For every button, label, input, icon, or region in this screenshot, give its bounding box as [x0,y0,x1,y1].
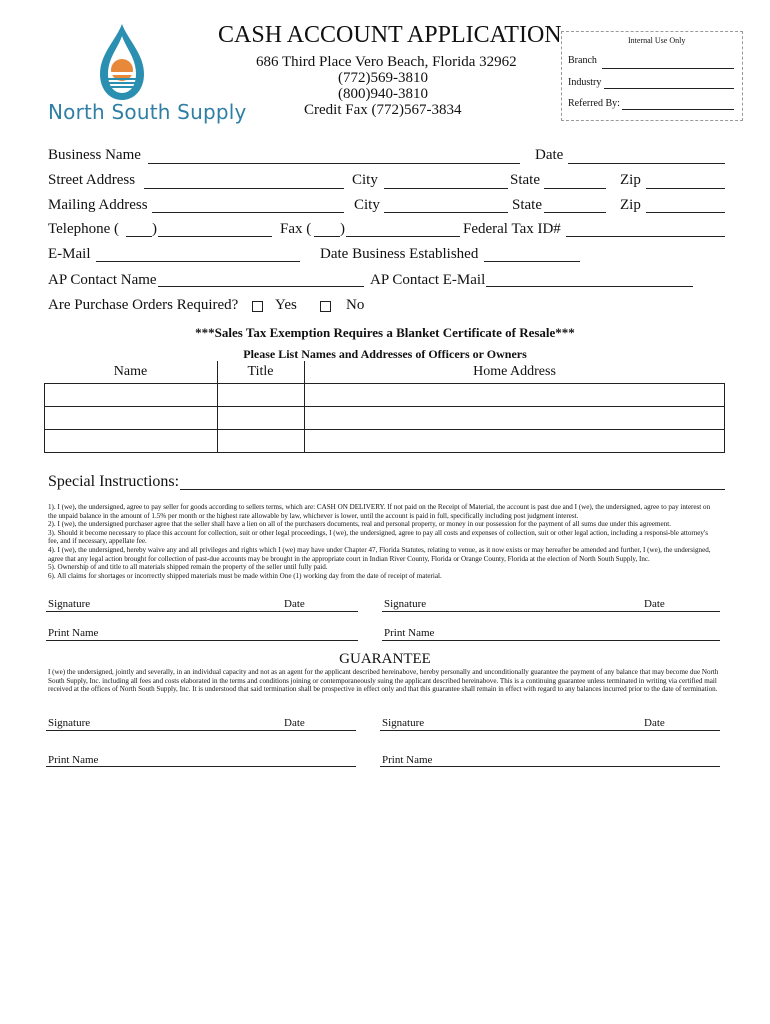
sales-tax-notice: ***Sales Tax Exemption Requires a Blanket Certificate of Resale*** [195,325,575,340]
business-name-label: Business Name [48,147,141,163]
fax-close-paren: ) [340,221,345,237]
city-label: City [352,172,378,188]
credit-fax: Credit Fax (772)567-3834 [304,102,462,118]
telephone-close-paren: ) [152,221,157,237]
mailing-zip-field[interactable] [646,212,725,213]
address-cell[interactable] [304,384,725,407]
purchase-orders-label: Are Purchase Orders Required? [48,297,239,313]
terms-and-conditions [48,503,720,580]
state-label: State [510,172,540,188]
internal-use-title: Internal Use Only [628,36,686,45]
column-header-name: Name [45,361,218,384]
print-name-field[interactable] [46,640,358,641]
business-name-field[interactable] [148,163,520,164]
officers-table [44,361,725,453]
signature-label: Signature [48,598,91,610]
date-label: Date [535,147,564,163]
telephone-field[interactable] [158,236,272,237]
guarantee-print-name-field[interactable] [380,766,720,767]
branch-field[interactable] [602,68,734,69]
date-established-label: Date Business Established [320,246,479,262]
referred-by-label: Referred By: [568,98,620,109]
name-cell[interactable] [45,407,218,430]
mailing-city-label: City [354,197,380,213]
term-item: 6). All claims for shortages or incorrectly shipped materials must be made within One (1) working day from the date of receipt of material. [48,571,442,580]
column-header-home-address: Home Address [304,361,725,384]
signature-date-label: Date [644,598,665,610]
telephone-area-field[interactable] [126,236,152,237]
guarantee-signature-label: Signature [382,717,425,729]
guarantee-print-name-label: Print Name [48,754,99,766]
telephone-label: Telephone ( [48,221,120,237]
title-cell[interactable] [217,407,304,430]
table-row [45,407,725,430]
term-item: 4). I (we), the undersigned, hereby waive any and all privileges and rights which I (we) may have under Chapter 47, Florida Statutes, relating to venue, as it now exists or may hereafter be amended and further, I (we), the undersigned, agree that any legal action brought for collection of past-due accounts may be brought in the appropriate court in Indian River County, Florida or Orange County, Florida at the election of North South Supply, Inc. [48,545,711,563]
street-address-field[interactable] [144,188,344,189]
no-checkbox[interactable] [320,301,331,312]
print-name-field[interactable] [382,640,720,641]
guarantee-signature-field[interactable] [46,730,356,731]
name-cell[interactable] [45,384,218,407]
ap-contact-name-label: AP Contact Name [48,272,157,288]
zip-label: Zip [620,172,641,188]
mailing-address-field[interactable] [152,212,344,213]
date-field[interactable] [568,163,725,164]
guarantee-date-label: Date [644,717,665,729]
officers-heading: Please List Names and Addresses of Officers or Owners [243,347,527,361]
city-field[interactable] [384,188,508,189]
industry-field[interactable] [604,88,734,89]
phone-1: (772)569-3810 [338,70,428,86]
ap-contact-name-field[interactable] [158,286,364,287]
mailing-state-label: State [512,197,542,213]
table-row [45,384,725,407]
signature-date-label: Date [284,598,305,610]
federal-tax-field[interactable] [566,236,725,237]
yes-checkbox[interactable] [252,301,263,312]
guarantee-signature-field[interactable] [380,730,720,731]
street-address-label: Street Address [48,172,136,188]
signature-label: Signature [384,598,427,610]
special-instructions-field[interactable] [180,489,725,490]
print-name-label: Print Name [384,627,435,639]
federal-tax-label: Federal Tax ID# [463,221,561,237]
mailing-state-field[interactable] [544,212,606,213]
guarantee-date-label: Date [284,717,305,729]
print-name-label: Print Name [48,627,99,639]
guarantee-print-name-field[interactable] [46,766,356,767]
branch-label: Branch [568,55,597,66]
signature-field[interactable] [46,611,358,612]
term-item: 3). Should it become necessary to place this account for collection, suit or other legal proceedings, I (we), the undersigned, agree to pay all costs and expenses of collection, suit or other legal action, including a responsi-ble attorney's fee, and if necessary, appellate fee. [48,528,709,546]
no-label: No [346,297,365,313]
logo-text: North South Supply [48,100,247,124]
address-cell[interactable] [304,407,725,430]
date-established-field[interactable] [484,261,580,262]
term-item: 1). I (we), the undersigned, agree to pay seller for goods according to sellers terms, which are: CASH ON DELIVERY. If not paid on the Receipt of Material, the account is past due and I (we), the undersigned, agree to pay interest on the unpaid balance in the amount of 1.5% per month or the highest rate allowable by law, whichever is lower, until the account is paid in full, specifically including post judgment interest. [48,503,711,520]
state-field[interactable] [544,188,606,189]
term-item: 5). Ownership of and title to all materials shipped remain the property of the seller until fully paid. [48,563,328,572]
table-row [45,430,725,453]
guarantee-print-name-label: Print Name [382,754,433,766]
table-header-row [45,361,725,384]
title-cell[interactable] [217,430,304,453]
title-cell[interactable] [217,384,304,407]
company-address: 686 Third Place Vero Beach, Florida 32962 [256,54,517,70]
term-item: 2). I (we), the undersigned purchaser agree that the seller shall have a lien on all of the purchasers documents, real and personal property, or money in our possession for the payment of all sums due under this agreement. [48,520,671,529]
form-title: CASH ACCOUNT APPLICATION [218,22,562,48]
signature-field[interactable] [382,611,720,612]
name-cell[interactable] [45,430,218,453]
guarantee-text: I (we) the undersigned, jointly and severally, in an individual capacity and not as an agent for the applicant described hereinabove, hereby personally and unconditionally guarantee the payment of any balance that may become due North South Supply, Inc. including all fees and costs elaborated in the terms and conditions joining or contemporaneously suing the applicant described hereinabove. This is a continuing guarantee unless terminated in writing via certified mail received at the offices of North South Supply, Inc. It is understood that said termination shall be prospective in effect only and that this guarantee shall remain in effect with regard to any balances incurred prior to the date of termination. [48,668,719,694]
industry-label: Industry [568,77,602,88]
fax-area-field[interactable] [314,236,340,237]
ap-contact-email-label: AP Contact E-Mail [370,272,486,288]
email-label: E-Mail [48,246,91,262]
special-instructions-label: Special Instructions: [48,473,180,490]
guarantee-signature-label: Signature [48,717,91,729]
mailing-zip-label: Zip [620,197,641,213]
mailing-address-label: Mailing Address [48,197,148,213]
referred-by-field[interactable] [622,109,734,110]
ap-contact-email-field[interactable] [486,286,693,287]
zip-field[interactable] [646,188,725,189]
internal-use-box [561,31,743,121]
mailing-city-field[interactable] [384,212,508,213]
phone-2: (800)940-3810 [338,86,428,102]
yes-label: Yes [275,297,297,313]
fax-field[interactable] [346,236,460,237]
column-header-title: Title [217,361,304,384]
fax-label: Fax ( [280,221,312,237]
guarantee-title: GUARANTEE [339,651,431,667]
email-field[interactable] [96,261,300,262]
address-cell[interactable] [304,430,725,453]
